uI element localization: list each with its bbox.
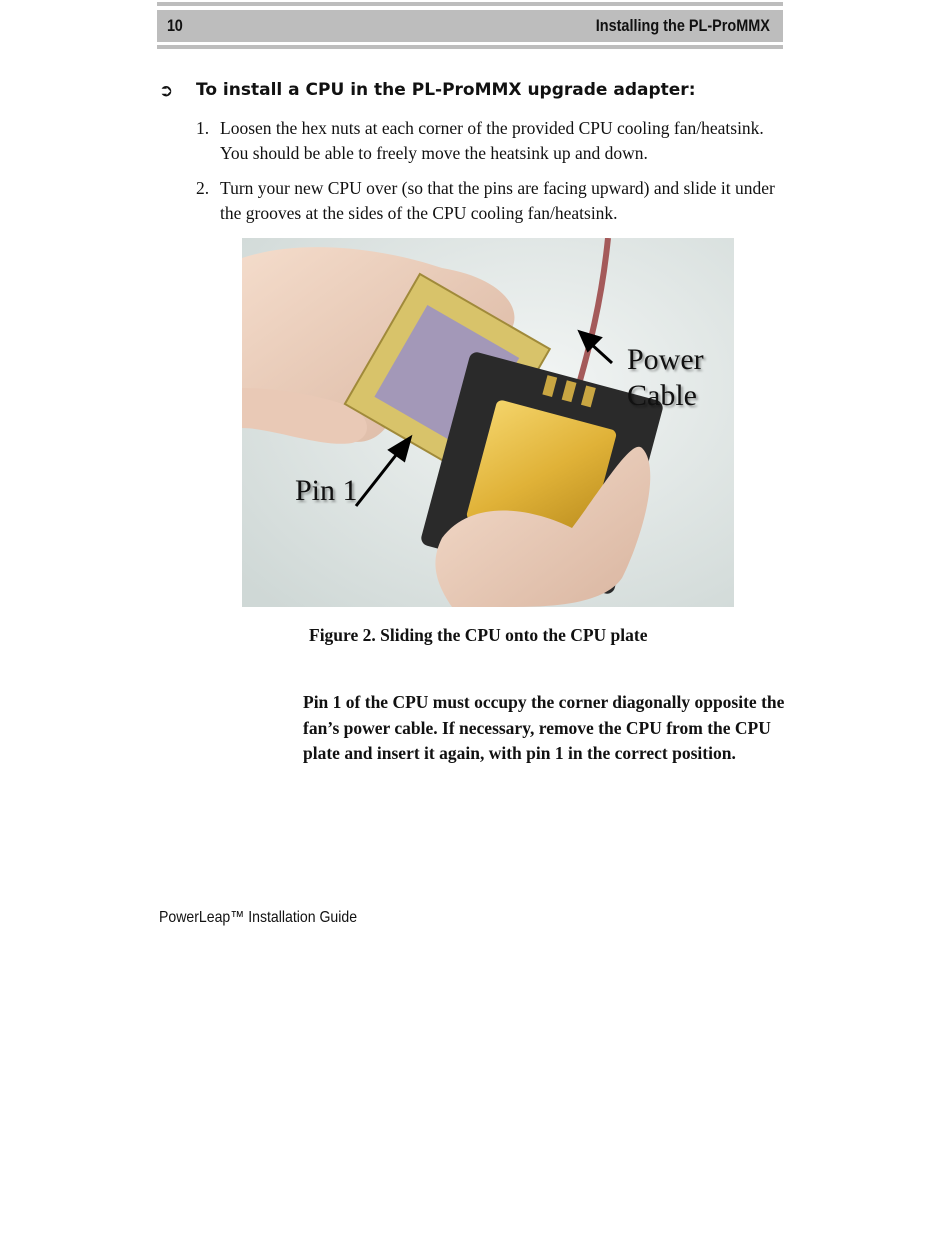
power-label: Power	[627, 343, 704, 376]
header-rule-bottom	[157, 45, 783, 49]
header-rule-top	[157, 2, 783, 6]
page-footer: PowerLeap™ Installation Guide	[159, 909, 358, 926]
step-text: Turn your new CPU over (so that the pins are facing upward) and slide it under the grooves at the sides of the CPU cooling fan/heatsink.	[220, 178, 775, 223]
procedure-heading: To install a CPU in the PL-ProMMX upgrade adapter:	[196, 80, 696, 100]
step-number: 2.	[196, 178, 210, 198]
page-number: 10	[167, 16, 183, 35]
figure-caption: Figure 2. Sliding the CPU onto the CPU plate	[309, 625, 648, 645]
step-text: Loosen the hex nuts at each corner of the provided CPU cooling fan/heatsink. You should be able to freely move the heatsink up and down.	[220, 118, 764, 163]
section-title: Installing the PL-ProMMX	[595, 16, 770, 35]
cpu-installation-photo	[242, 238, 734, 607]
step-number: 1.	[196, 118, 210, 138]
photo-illustration	[242, 238, 734, 607]
arrow-right-circle-icon: ➲	[159, 81, 174, 101]
cable-label: Cable	[627, 379, 697, 412]
important-note: Pin 1 of the CPU must occupy the corner diagonally opposite the fan’s power cable. If necessary, remove the CPU from the CPU plate and insert it again, with pin 1 in the correct position.	[303, 692, 785, 763]
pin1-label: Pin 1	[295, 474, 358, 507]
